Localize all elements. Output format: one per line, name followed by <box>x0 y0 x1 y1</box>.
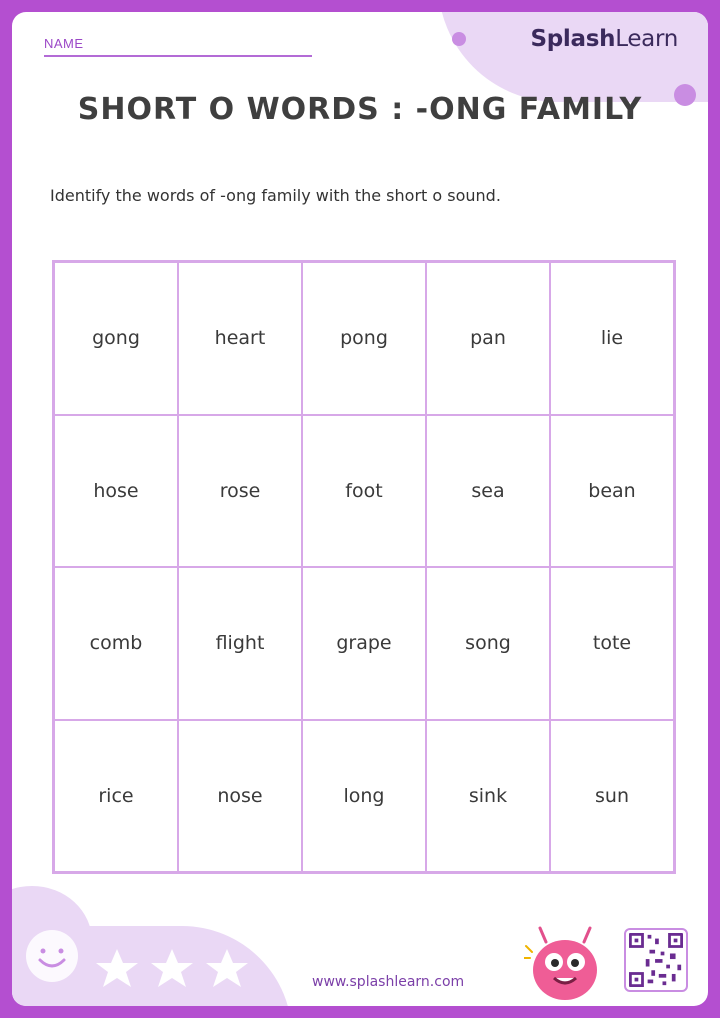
word-cell[interactable]: comb <box>54 567 178 720</box>
worksheet-title: SHORT O WORDS : -ONG FAMILY <box>77 92 643 127</box>
word-cell[interactable]: pan <box>426 262 550 415</box>
mascot-icon <box>524 922 614 1002</box>
word-grid <box>52 260 676 874</box>
word-cell[interactable]: lie <box>550 262 674 415</box>
brand-logo-bold: Splash <box>530 26 616 52</box>
word-cell[interactable]: rice <box>54 720 178 873</box>
brand-logo-regular: Learn <box>615 26 678 52</box>
word-cell[interactable]: gong <box>54 262 178 415</box>
name-line <box>44 55 312 57</box>
qr-code-icon <box>624 928 688 992</box>
star-icon <box>92 944 262 994</box>
smiley-face-icon <box>22 926 82 986</box>
name-label: NAME <box>44 36 84 51</box>
brand-logo <box>531 26 679 52</box>
word-cell[interactable]: rose <box>178 415 302 568</box>
word-cell[interactable]: nose <box>178 720 302 873</box>
word-cell[interactable]: pong <box>302 262 426 415</box>
word-cell[interactable]: heart <box>178 262 302 415</box>
word-cell[interactable]: sink <box>426 720 550 873</box>
footer-url[interactable]: www.splashlearn.com <box>312 974 465 990</box>
word-cell[interactable]: foot <box>302 415 426 568</box>
word-cell[interactable]: flight <box>178 567 302 720</box>
word-cell[interactable]: grape <box>302 567 426 720</box>
word-cell[interactable]: hose <box>54 415 178 568</box>
worksheet-sheet <box>12 12 708 1006</box>
word-cell[interactable]: long <box>302 720 426 873</box>
decor-dot <box>452 32 466 46</box>
header-decoration-lower <box>508 52 648 92</box>
word-cell[interactable]: sea <box>426 415 550 568</box>
word-cell[interactable]: song <box>426 567 550 720</box>
word-cell[interactable]: tote <box>550 567 674 720</box>
word-cell[interactable]: bean <box>550 415 674 568</box>
word-cell[interactable]: sun <box>550 720 674 873</box>
worksheet-instruction: Identify the words of -ong family with the short o sound. <box>50 186 501 205</box>
